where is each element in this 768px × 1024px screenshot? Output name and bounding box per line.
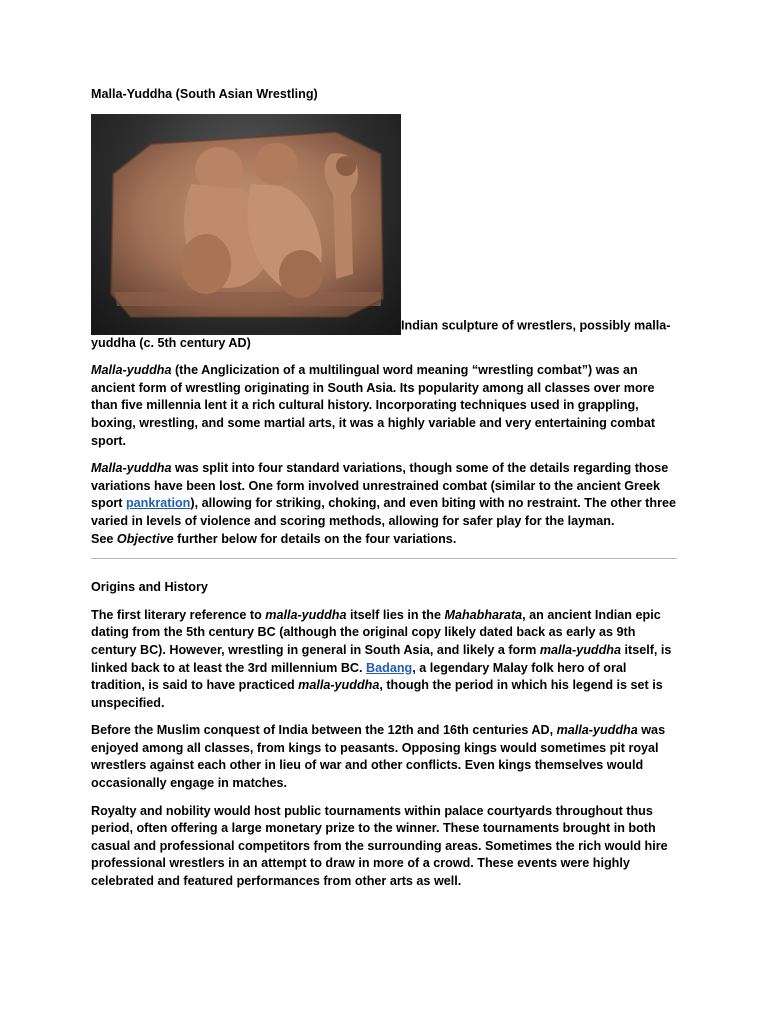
section-heading: Origins and History [91,580,208,595]
term: malla-yuddha [298,678,380,693]
pankration-link[interactable]: pankration [125,496,191,511]
term: malla-yuddha [265,607,347,622]
document-title: Malla-Yuddha (South Asian Wrestling) [91,87,318,101]
term: malla-yuddha [539,642,622,657]
history-paragraph-3: Royalty and nobility would host public tournaments within palace courtyards throughout thus period, often offering a large monetary prize to the winner. These tournaments brought in both casual and professional competitors from the surrounding areas. Sometimes the rich would hire professional wrestlers in an attempt to draw in more of a crowd. These events were highly celebrated and featured performances from other arts as well. [91,803,668,889]
horizontal-rule [91,558,677,559]
wrestlers-sculpture-image [91,114,401,335]
figure-caption: Indian sculpture of wrestlers, possibly malla-yuddha (c. 5th century AD) [91,318,671,350]
term: Objective [116,531,174,546]
term: malla-yuddha [556,723,638,738]
intro-paragraph-1: Malla-yuddha (the Anglicization of a multilingual word meaning “wrestling combat”) was an ancient form of wrestling originating in South Asia. Its popularity among all classes over more than five millennia lent it a rich cultural history. Incorporating techniques used in grappling, boxing, wrestling, and some martial arts, it was a highly variable and very entertaining combat sport. [91,363,656,448]
term: Malla-yuddha [91,461,172,476]
term: Malla-yuddha [91,363,172,378]
term: Mahabharata [444,607,523,622]
figure [91,114,677,353]
history-paragraph-2: Before the Muslim conquest of India between the 12th and 16th centuries AD, malla-yuddha was enjoyed among all classes, from kings to peasants. Opposing kings would sometimes pit royal wrestlers against each other in lieu of war and other conflicts. Even kings themselves would occasionally engage in matches. [91,723,666,791]
document-body [91,86,677,901]
history-paragraph-1: The first literary reference to malla-yuddha itself lies in the Mahabharata, an ancient Indian epic dating from the 5th century BC (although the original copy likely dated back as early as 9th century BC). However, wrestling in general in South Asia, and likely a form malla-yuddha itself, is linked back to at least the 3rd millennium BC. Badang, a legendary Malay folk hero of oral tradition, is said to have practiced malla-yuddha, though the period in which his legend is set is unspecified. [91,607,672,710]
badang-link[interactable]: Badang [366,660,413,675]
intro-paragraph-2: Malla-yuddha was split into four standard variations, though some of the details regarding those variations have been lost. One form involved unrestrained combat (similar to the ancient Greek sport pankration), allowing for striking, choking, and even biting with no restraint. The other three varied in levels of violence and scoring methods, allowing for safer play for the layman. See Objective further below for details on the four variations. [91,461,676,546]
